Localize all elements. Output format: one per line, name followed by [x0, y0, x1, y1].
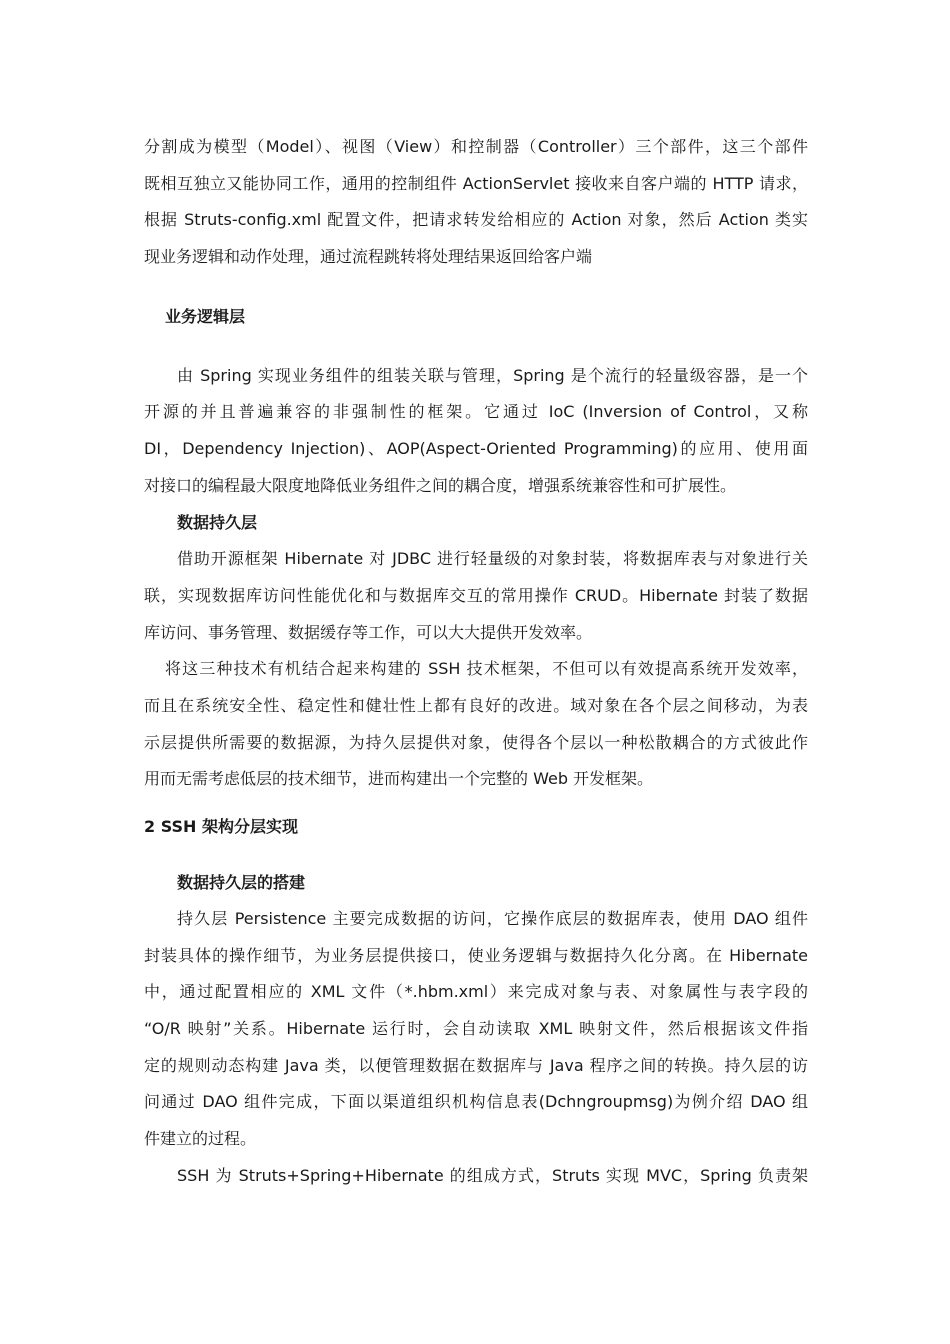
business-line-3: DI，Dependency Injection)、AOP(Aspect-Oriented Programming)的应用、使用面	[144, 439, 808, 458]
persistence-line-1: 借助开源框架 Hibernate 对 JDBC 进行轻量级的对象封装，将数据库表与对象进行关	[177, 549, 808, 568]
summary-line-4: 用而无需考虑低层的技术细节，进而构建出一个完整的 Web 开发框架。	[144, 769, 654, 788]
section2-p1-line-2: 封装具体的操作细节，为业务层提供接口，使业务逻辑与数据持久化分离。在 Hibernate	[144, 946, 808, 965]
intro-line-1: 分割成为模型（Model）、视图（View）和控制器（Controller）三个部件，这三个部件	[144, 137, 808, 156]
section2-p2-line-1: SSH 为 Struts+Spring+Hibernate 的组成方式，Struts 实现 MVC，Spring 负责架	[177, 1166, 808, 1185]
summary-line-3: 示层提供所需要的数据源，为持久层提供对象，使得各个层以一种松散耦合的方式彼此作	[144, 733, 808, 752]
business-line-2: 开源的并且普遍兼容的非强制性的框架。它通过 IoC (Inversion of Control，又称	[144, 402, 808, 421]
section2-p1-line-1: 持久层 Persistence 主要完成数据的访问，它操作底层的数据库表，使用 DAO 组件	[177, 909, 808, 928]
business-heading: 业务逻辑层	[165, 307, 246, 326]
summary-line-2: 而且在系统安全性、稳定性和健壮性上都有良好的改进。域对象在各个层之间移动，为表	[144, 696, 808, 715]
section2-heading: 2 SSH 架构分层实现	[144, 817, 298, 836]
section2-p1-line-4: “O/R 映射”关系。Hibernate 运行时，会自动读取 XML 映射文件，然后根据该文件指	[144, 1019, 808, 1038]
summary-line-1: 将这三种技术有机结合起来构建的 SSH 技术框架，不但可以有效提高系统开发效率，	[165, 659, 808, 678]
intro-line-3: 根据 Struts-config.xml 配置文件，把请求转发给相应的 Action 对象，然后 Action 类实	[144, 210, 808, 229]
business-line-1: 由 Spring 实现业务组件的组装关联与管理，Spring 是个流行的轻量级容器，是一个	[177, 366, 808, 385]
section2-p1-line-5: 定的规则动态构建 Java 类，以便管理数据在数据库与 Java 程序之间的转换。持久层的访	[144, 1056, 808, 1075]
business-line-4: 对接口的编程最大限度地降低业务组件之间的耦合度，增强系统兼容性和可扩展性。	[144, 476, 737, 495]
section2-subheading: 数据持久层的搭建	[177, 873, 306, 892]
section2-p1-line-6: 问通过 DAO 组件完成，下面以渠道组织机构信息表(Dchngroupmsg)为例介绍 DAO 组	[144, 1092, 808, 1111]
section2-p1-line-7: 件建立的过程。	[144, 1129, 257, 1148]
intro-line-2: 既相互独立又能协同工作，通用的控制组件 ActionServlet 接收来自客户端的 HTTP 请求，	[144, 174, 808, 193]
intro-line-4: 现业务逻辑和动作处理，通过流程跳转将处理结果返回给客户端	[144, 247, 593, 266]
persistence-line-2: 联，实现数据库访问性能优化和与数据库交互的常用操作 CRUD。Hibernate 封装了数据	[144, 586, 808, 605]
section2-p1-line-3: 中，通过配置相应的 XML 文件（*.hbm.xml）来完成对象与表、对象属性与表字段的	[144, 982, 808, 1001]
persistence-line-3: 库访问、事务管理、数据缓存等工作，可以大大提供开发效率。	[144, 623, 593, 642]
persistence-heading: 数据持久层	[177, 513, 258, 532]
